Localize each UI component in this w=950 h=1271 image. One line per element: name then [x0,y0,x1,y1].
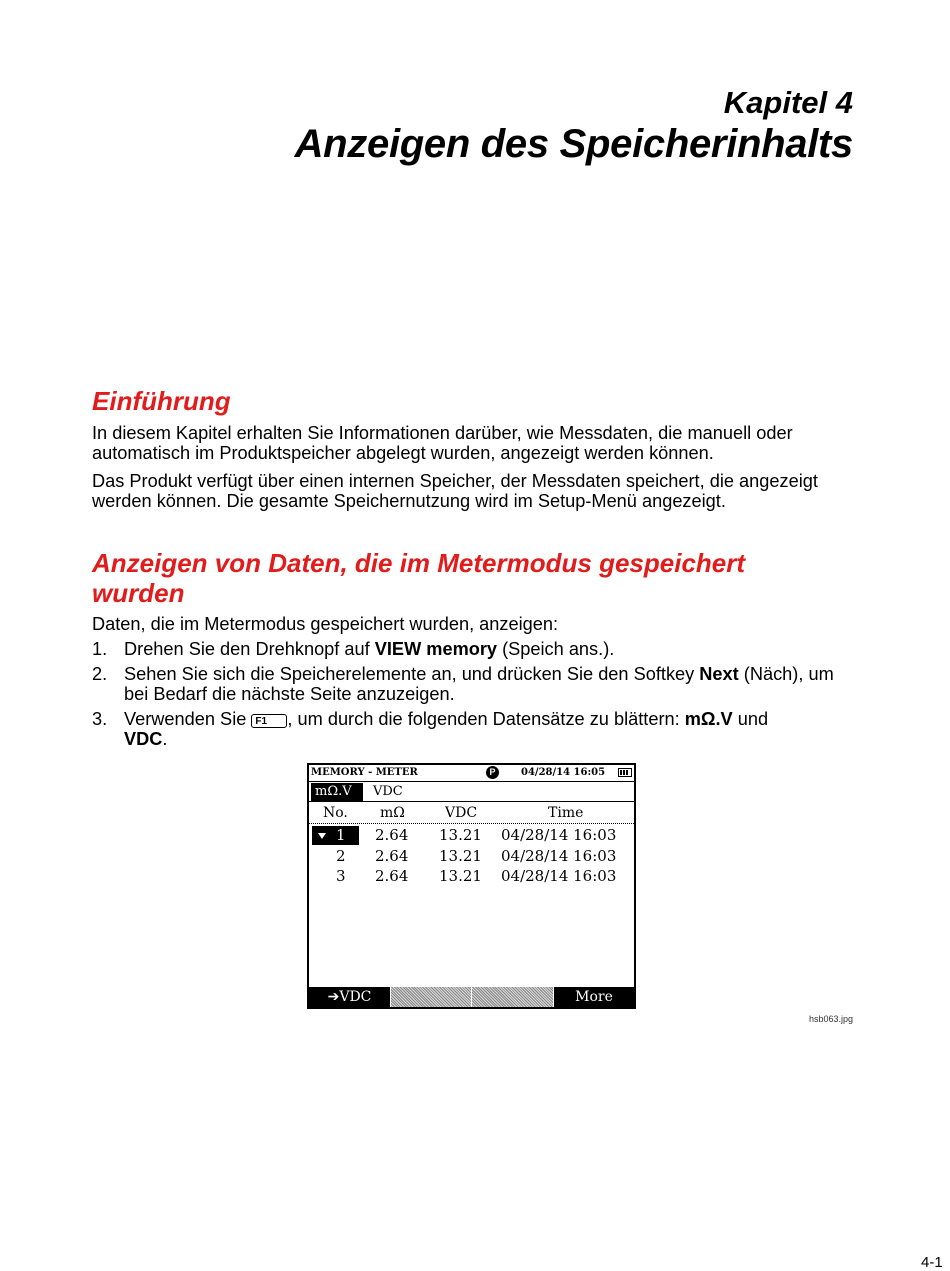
step-text: Drehen Sie den Drehknopf auf [124,639,375,659]
header-mohm: mΩ [380,805,405,821]
figure-caption: hsb063.jpg [809,1014,854,1024]
cell-time: 04/28/14 16:03 [501,826,617,844]
cell-mohm: 2.64 [375,867,409,885]
steps-list [92,639,862,754]
step-2 [92,664,862,704]
step-text: und [732,709,769,729]
softkey-bar [309,987,634,1007]
selection-arrow-icon [318,833,326,839]
step-text: (Speich ans.). [497,639,615,659]
header-time: Time [548,805,584,821]
meter-screen [307,763,636,1009]
step-text: , um durch die folgenden Datensätze zu blättern: [287,709,685,729]
step-text: Sehen Sie sich die Speicherelemente an, und drücken Sie den Softkey [124,664,700,684]
cell-vdc: 13.21 [439,867,482,885]
step-bold: Next [699,664,739,684]
step-text: (Näch), um bei Bedarf die nächste Seite anzuzeigen. [124,664,834,704]
header-no: No. [323,805,348,821]
step-number: 3. [92,709,108,729]
softkey-3[interactable] [472,987,553,1007]
cell-mohm: 2.64 [375,847,409,865]
meter-intro: Daten, die im Metermodus gespeichert wurden, anzeigen: [92,614,559,634]
header-vdc: VDC [445,805,478,821]
intro-paragraph-2: Das Produkt verfügt über einen internen Speicher, der Messdaten speichert, die angezeigt werden können. Die gesamte Speichernutzung wird im Setup-Menü angezeigt. [92,471,818,511]
section-heading-intro: Einführung [92,386,231,416]
screen-status-bar [309,765,634,782]
cell-no: 1 [336,826,346,844]
tab-vdc[interactable]: VDC [373,784,403,799]
section-heading-meter: Anzeigen von Daten, die im Metermodus gespeichert wurden [92,548,746,608]
table-row[interactable] [309,867,634,887]
softkey-vdc[interactable]: ➔VDC [309,987,390,1007]
intro-paragraph-1: In diesem Kapitel erhalten Sie Informationen darüber, wie Messdaten, die manuell oder automatisch im Produktspeicher abgelegt wurden, angezeigt werden können. [92,423,793,463]
step-3 [92,709,862,749]
chapter-title: Anzeigen des Speicherinhalts [294,122,853,166]
step-text: . [162,729,168,749]
softkey-more[interactable]: More [554,987,634,1007]
screen-datetime: 04/28/14 16:05 [521,767,606,778]
cell-mohm: 2.64 [375,826,409,844]
tab-mohm-v[interactable]: mΩ.V [311,783,363,801]
cell-time: 04/28/14 16:03 [501,867,617,885]
table-header [309,803,634,824]
page-number: 4-1 [921,1254,943,1271]
softkey-2[interactable] [391,987,471,1007]
step-1 [92,639,862,659]
cell-vdc: 13.21 [439,826,482,844]
step-number: 2. [92,664,108,684]
screen-tabs [309,782,634,802]
battery-icon [618,768,632,777]
f1-key-icon: F1 [251,714,287,728]
table-row[interactable] [309,847,634,867]
step-text: Verwenden Sie [124,709,252,729]
step-bold: VDC [124,729,163,749]
step-bold: mΩ.V [684,709,733,729]
table-row[interactable] [309,826,634,846]
cell-time: 04/28/14 16:03 [501,847,617,865]
screen-title: MEMORY - METER [311,767,418,778]
p-icon: P [486,766,499,779]
step-number: 1. [92,639,108,659]
cell-vdc: 13.21 [439,847,482,865]
chapter-number: Kapitel 4 [723,85,853,120]
cell-no: 2 [336,847,346,865]
cell-no: 3 [336,867,346,885]
step-bold: VIEW memory [374,639,498,659]
